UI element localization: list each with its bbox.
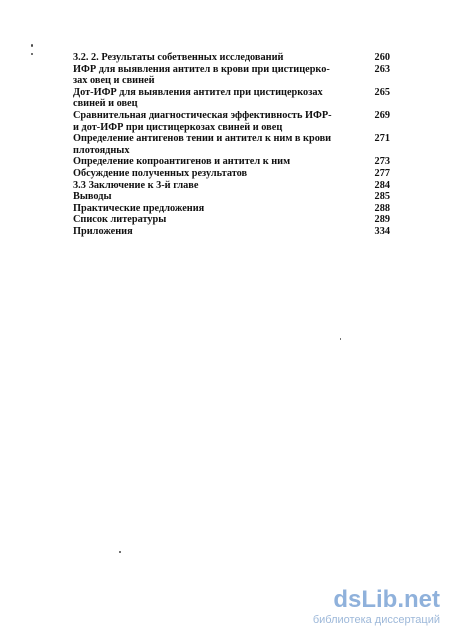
toc-entry-title: Определение антигенов тении и антител к ним в крови плотоядных xyxy=(73,133,332,156)
toc-entry xyxy=(73,110,390,133)
table-of-contents xyxy=(73,52,390,238)
toc-entry-title: Обсуждение полученных результатов xyxy=(73,167,248,179)
watermark-logo: dsLib.net xyxy=(333,586,440,613)
toc-entry-title: Практические предложения xyxy=(73,202,205,214)
toc-entry-title: 3.2. 2. Результаты собетвенных исследований xyxy=(73,52,284,63)
toc-entry-title: Выводы xyxy=(73,191,112,203)
toc-entry-page: 273 xyxy=(374,156,390,168)
scan-speck xyxy=(340,338,341,340)
toc-entry-page: 271 xyxy=(374,133,390,145)
scan-speck xyxy=(119,551,121,553)
toc-entry-page: 334 xyxy=(374,225,390,237)
toc-entry xyxy=(73,203,390,215)
toc-entry-page: 260 xyxy=(374,52,390,63)
site-watermark xyxy=(313,588,440,626)
watermark-subtitle: библиотека диссертаций xyxy=(312,614,440,626)
scan-speck xyxy=(31,44,33,47)
toc-entry xyxy=(73,226,390,238)
toc-entry xyxy=(73,214,390,226)
toc-entry-page: 285 xyxy=(374,191,390,203)
toc-entry-title: Список литературы xyxy=(73,214,167,226)
toc-entry xyxy=(73,52,390,64)
toc-entry xyxy=(73,64,390,87)
toc-entry-title: Определение копроантигенов и антител к ним xyxy=(73,156,291,168)
toc-entry-page: 288 xyxy=(374,202,390,214)
toc-entry-title: Дот-ИФР для выявления антител при цистицеркозах свиней и овец xyxy=(73,86,323,110)
toc-entry-page: 265 xyxy=(374,86,390,98)
toc-entry xyxy=(73,133,390,156)
toc-entry-title: Сравнительная диагностическая эффективность ИФР- и дот-ИФР при цистицеркозах свиней и овец xyxy=(73,109,332,133)
toc-entry-title: Приложения xyxy=(73,225,133,237)
toc-entry-title: 3.3 Заключение к 3-й главе xyxy=(73,179,199,191)
toc-entry-title: ИФР для выявления антител в крови при цистицерко- зах овец и свиней xyxy=(73,63,330,87)
toc-entry xyxy=(73,156,390,168)
toc-entry-page: 289 xyxy=(374,214,390,226)
toc-entry xyxy=(73,180,390,192)
toc-entry xyxy=(73,87,390,110)
toc-entry-page: 277 xyxy=(374,167,390,179)
scan-speck xyxy=(31,53,33,55)
toc-entry-page: 263 xyxy=(374,63,390,75)
toc-entry-page: 284 xyxy=(374,179,390,191)
toc-entry-page: 269 xyxy=(374,109,390,121)
toc-entry xyxy=(73,168,390,180)
toc-entry xyxy=(73,191,390,203)
